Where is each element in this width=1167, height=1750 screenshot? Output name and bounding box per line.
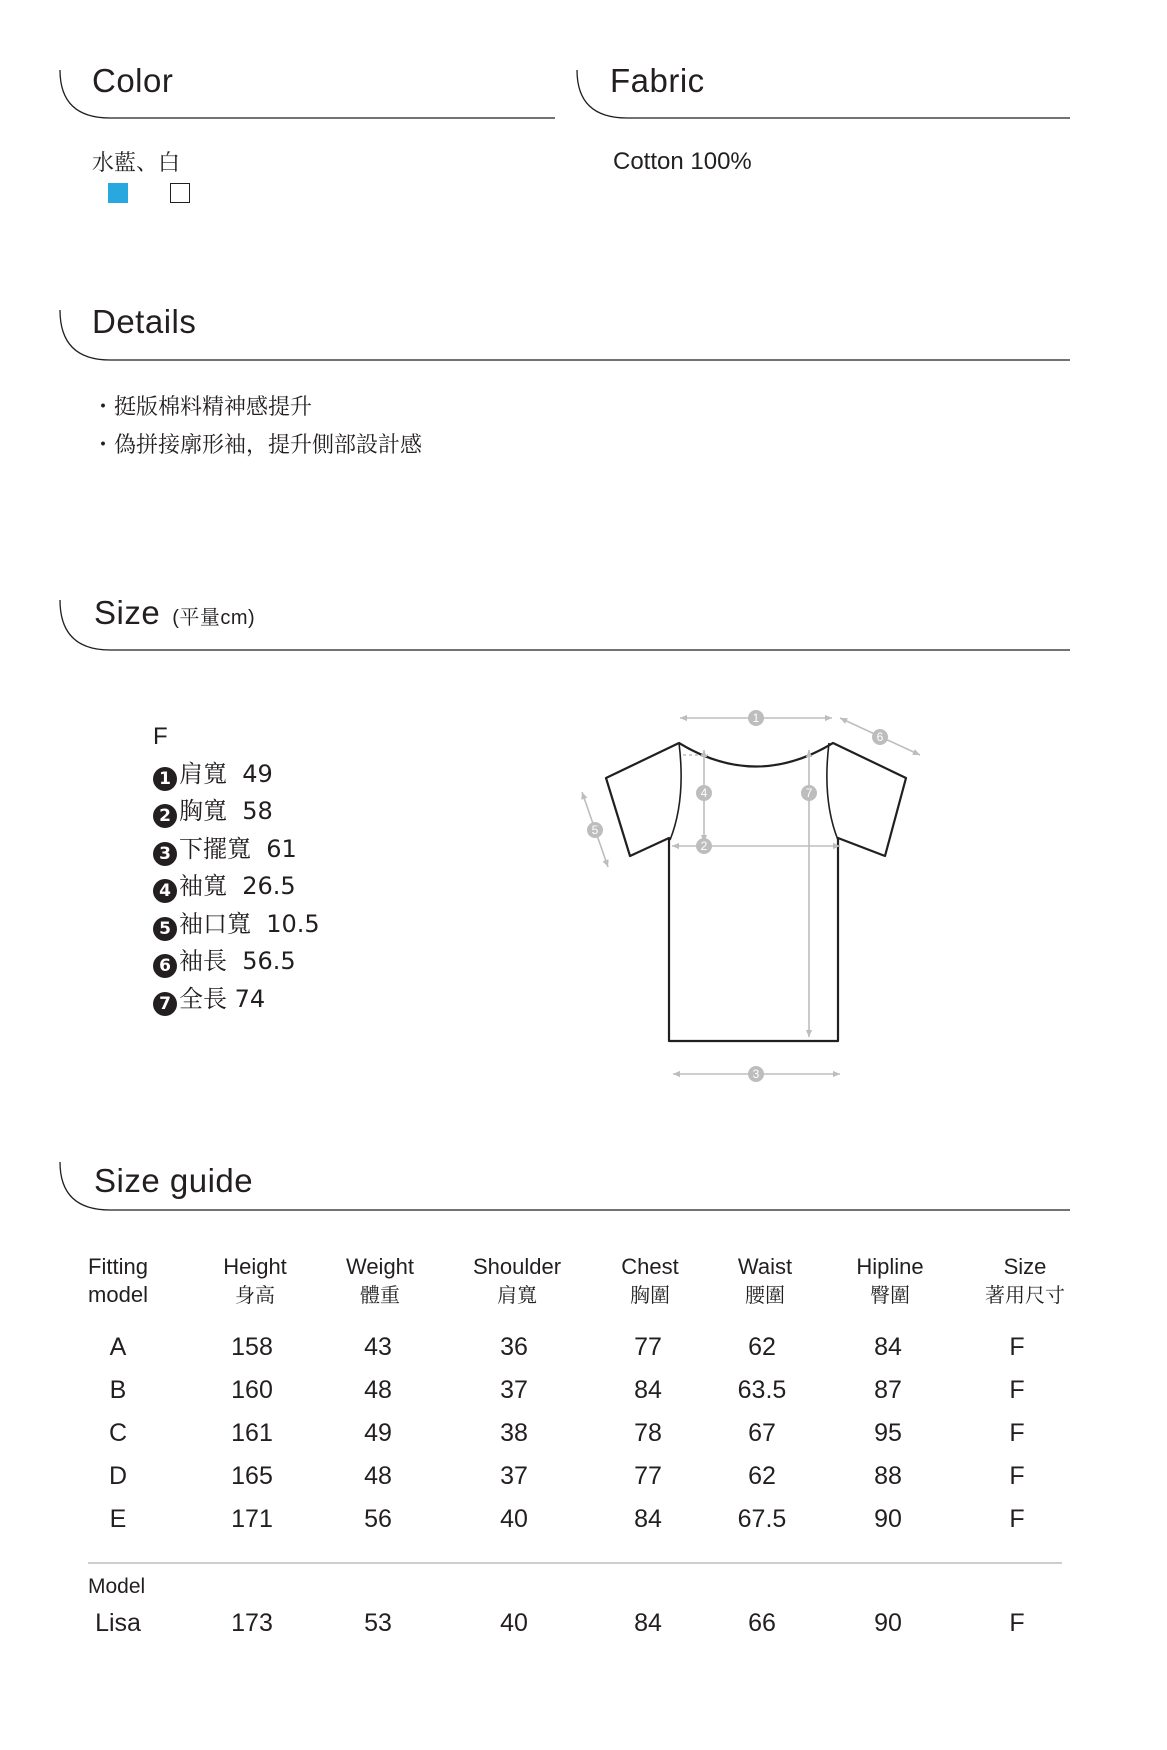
details-title: Details bbox=[92, 303, 197, 340]
header-zh: 體重 bbox=[360, 1283, 400, 1307]
color-names: 水藍、白 bbox=[92, 151, 181, 176]
header-en: Size bbox=[1003, 1254, 1047, 1279]
header-en2: model bbox=[88, 1282, 148, 1307]
marker-label-5: 5 bbox=[591, 823, 599, 837]
table-cell: F bbox=[1009, 1376, 1025, 1404]
table-cell: 90 bbox=[874, 1609, 902, 1637]
table-cell: 62 bbox=[748, 1462, 776, 1490]
row-model-id: E bbox=[109, 1505, 127, 1533]
spec-label: 肩寬 bbox=[179, 759, 227, 788]
header-zh: 身高 bbox=[235, 1283, 275, 1307]
tshirt-outline bbox=[606, 743, 906, 1041]
spec-number-badge: 1 bbox=[153, 767, 177, 791]
header-shoulder bbox=[452, 1253, 582, 1309]
spec-number-badge: 6 bbox=[153, 954, 177, 978]
header-chest bbox=[590, 1253, 710, 1309]
spec-number-badge: 3 bbox=[153, 842, 177, 866]
table-cell: 171 bbox=[231, 1505, 273, 1533]
spec-label: 全長 bbox=[179, 984, 227, 1013]
header-zh: 腰圍 bbox=[745, 1283, 785, 1307]
spec-value: 61 bbox=[266, 834, 297, 863]
header-zh: 肩寬 bbox=[497, 1283, 537, 1307]
spec-value: 56.5 bbox=[242, 947, 296, 975]
table-cell: 67.5 bbox=[737, 1505, 787, 1533]
spec-value: 58 bbox=[242, 797, 273, 825]
table-cell: 77 bbox=[634, 1333, 662, 1361]
table-cell: 49 bbox=[364, 1419, 392, 1447]
spec-value: 10.5 bbox=[266, 909, 320, 938]
table-cell: 48 bbox=[364, 1462, 392, 1490]
marker-label-4: 4 bbox=[700, 786, 708, 800]
table-cell: 84 bbox=[874, 1333, 902, 1361]
marker-label-6: 6 bbox=[876, 730, 884, 744]
spec-label: 袖口寬 bbox=[179, 909, 251, 938]
table-cell: 48 bbox=[364, 1376, 392, 1404]
spec-value: 26.5 bbox=[242, 872, 296, 900]
header-en: Weight bbox=[345, 1254, 415, 1279]
table-cell: 88 bbox=[874, 1462, 902, 1490]
table-cell: 84 bbox=[634, 1376, 662, 1404]
table-cell: 84 bbox=[634, 1505, 662, 1533]
table-cell: 165 bbox=[231, 1462, 273, 1490]
table-cell: 87 bbox=[874, 1376, 902, 1404]
spec-label: 胸寬 bbox=[179, 797, 227, 825]
header-en: Height bbox=[223, 1254, 287, 1279]
spec-label: 袖長 bbox=[179, 947, 227, 975]
table-cell: 63.5 bbox=[737, 1376, 787, 1404]
spec-number-badge: 4 bbox=[153, 879, 177, 903]
row-model-id: D bbox=[108, 1462, 128, 1490]
table-cell: F bbox=[1009, 1419, 1025, 1447]
table-cell: 173 bbox=[231, 1609, 273, 1637]
header-en: Fitting bbox=[88, 1254, 148, 1279]
spec-value: 49 bbox=[242, 759, 273, 788]
table-cell: 84 bbox=[634, 1609, 662, 1637]
fabric-title: Fabric bbox=[610, 62, 705, 99]
header-fitting-model bbox=[68, 1253, 168, 1309]
table-cell: 66 bbox=[748, 1609, 776, 1637]
marker-label-3: 3 bbox=[752, 1067, 760, 1081]
table-cell: 62 bbox=[748, 1333, 776, 1361]
header-hipline bbox=[830, 1253, 950, 1309]
header-zh: 著用尺寸 bbox=[985, 1283, 1065, 1307]
table-cell: F bbox=[1009, 1609, 1025, 1637]
header-en: Shoulder bbox=[472, 1254, 562, 1279]
table-cell: 90 bbox=[874, 1505, 902, 1533]
spec-label: 下擺寬 bbox=[179, 834, 251, 863]
table-cell: 160 bbox=[231, 1376, 273, 1404]
header-weight bbox=[320, 1253, 440, 1309]
table-cell: F bbox=[1009, 1462, 1025, 1490]
marker-label-7: 7 bbox=[805, 786, 813, 800]
marker-label-1: 1 bbox=[752, 711, 760, 725]
table-cell: 53 bbox=[364, 1609, 392, 1637]
header-zh: 臀圍 bbox=[870, 1283, 910, 1307]
table-cell: F bbox=[1009, 1333, 1025, 1361]
table-cell: 78 bbox=[634, 1419, 662, 1447]
table-cell: 37 bbox=[500, 1376, 528, 1404]
table-cell: 161 bbox=[231, 1419, 273, 1447]
table-cell: 43 bbox=[364, 1333, 392, 1361]
table-cell: 158 bbox=[231, 1333, 273, 1361]
model-label: Model bbox=[88, 1575, 146, 1598]
spec-value: 74 bbox=[234, 984, 266, 1013]
spec-label: 袖寬 bbox=[179, 872, 227, 900]
table-cell: 56 bbox=[364, 1505, 392, 1533]
spec-number-badge: 7 bbox=[153, 992, 177, 1016]
marker-label-2: 2 bbox=[700, 839, 708, 853]
header-height bbox=[195, 1253, 315, 1309]
spec-number-badge: 5 bbox=[153, 917, 177, 941]
size-label: F bbox=[153, 723, 168, 750]
row-model-id: B bbox=[109, 1376, 127, 1404]
header-en: Hipline bbox=[856, 1254, 924, 1279]
details-item: ・挺版棉料精神感提升 bbox=[92, 395, 313, 420]
header-en: Waist bbox=[737, 1254, 793, 1279]
fabric-value: Cotton 100% bbox=[613, 148, 752, 175]
table-cell: 95 bbox=[874, 1419, 902, 1447]
table-cell: 67 bbox=[748, 1419, 776, 1447]
header-waist bbox=[705, 1253, 825, 1309]
table-cell: 37 bbox=[500, 1462, 528, 1490]
table-cell: F bbox=[1009, 1505, 1025, 1533]
table-cell: 40 bbox=[500, 1505, 528, 1533]
spec-number-badge: 2 bbox=[153, 804, 177, 828]
model-name: Lisa bbox=[95, 1609, 141, 1637]
table-cell: 36 bbox=[500, 1333, 528, 1361]
size-guide-title: Size guide bbox=[94, 1162, 254, 1199]
details-item: ・偽拼接廓形袖，提升側部設計感 bbox=[92, 433, 423, 458]
color-title: Color bbox=[92, 62, 174, 99]
header-zh: 胸圍 bbox=[630, 1283, 670, 1307]
header-size bbox=[960, 1253, 1090, 1309]
table-cell: 38 bbox=[500, 1419, 528, 1447]
size-unit-note: (平量cm) bbox=[172, 607, 256, 629]
size-title-text: Size bbox=[94, 594, 161, 631]
row-model-id: A bbox=[109, 1333, 127, 1361]
header-en: Chest bbox=[621, 1254, 679, 1279]
table-cell: 77 bbox=[634, 1462, 662, 1490]
row-model-id: C bbox=[108, 1419, 128, 1447]
table-cell: 40 bbox=[500, 1609, 528, 1637]
